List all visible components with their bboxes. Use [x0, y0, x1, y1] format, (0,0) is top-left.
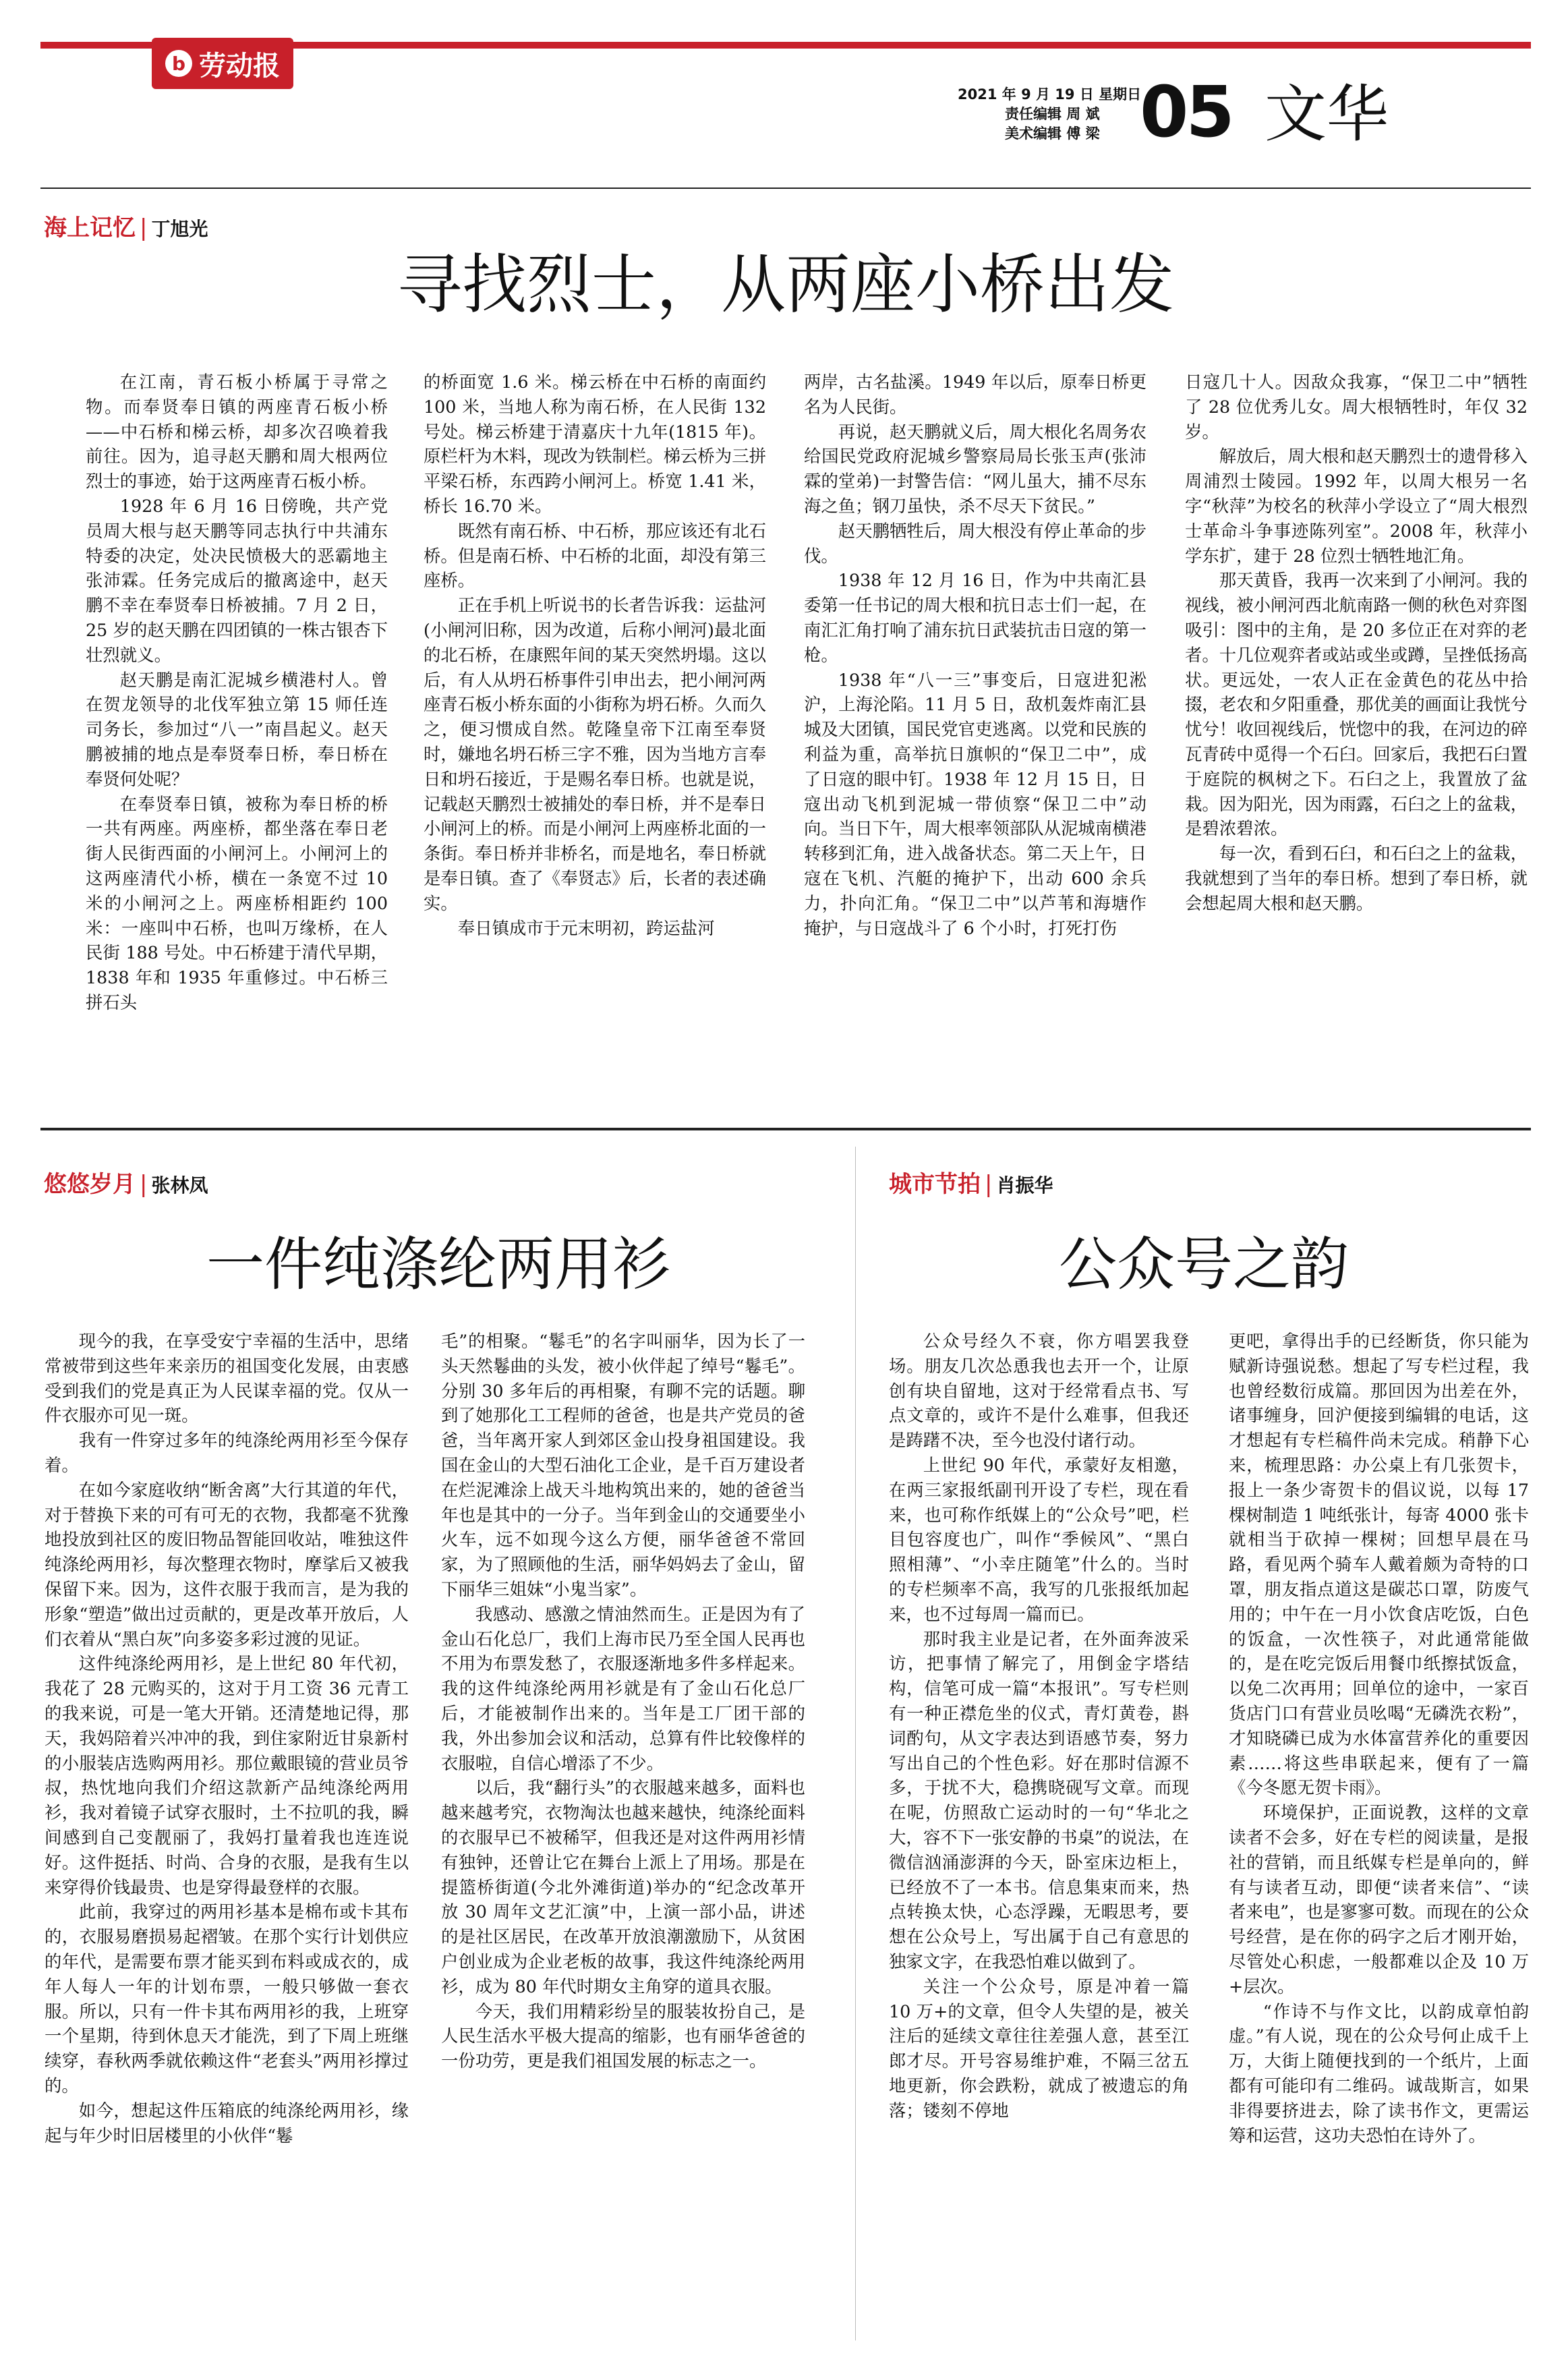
- article3-column-head: [889, 1171, 1053, 1199]
- article1-column-3: [804, 370, 1146, 940]
- column-separator: |: [140, 214, 148, 241]
- masthead-red-bar-right: [293, 42, 1531, 49]
- paragraph: 两岸，古名盐溪。1949 年以后，原奉日桥更名为人民街。: [804, 372, 1146, 417]
- page-number: 05: [1140, 71, 1232, 153]
- article2-column-2: [441, 1329, 805, 2073]
- paragraph: 再说，赵天鹏就义后，周大根化名周务农给国民党政府泥城乡警察局局长张玉声(张沛霖的堂弟)一封警告信：“网儿虽大，捕不尽东海之鱼；钢刀虽快，杀不尽天下贫民。”: [804, 421, 1146, 516]
- masthead-logo: [152, 38, 293, 89]
- logo-text: 劳动报: [199, 50, 280, 82]
- column-separator: |: [985, 1171, 993, 1198]
- top-rule: [40, 188, 1531, 189]
- article2-column-name: 悠悠岁月: [44, 1171, 136, 1198]
- column-rule: [855, 1147, 856, 2340]
- paragraph: 更吧，拿得出手的已经断货，你只能为赋新诗强说愁。想起了写专栏过程，我也曾经数衍成篇。那回因为出差在外，诸事缠身，回沪便接到编辑的电话，这才想起有专栏稿件尚未完成。稍静下心来，梳理思路：办公桌上有几张贺卡，报上一条少寄贺卡的倡议说，以每 17 棵树制造 1 吨纸张计，每寄 4000 张卡就相当于砍掉一棵树；回想早晨在马路，看见两个骑车人戴着颇为奇特的口罩，朋友指点道这是碳芯口罩，防废气用的；中午在一月小饮食店吃饭，白色的饭盒，一次性筷子，对此通常能做的，是在吃完饭后用餐巾纸擦拭饭盒，以免二次再用；回单位的途中，一家百货店门口有营业员吆喝“无磷洗衣粉”，才知晓磷已成为水体富营养化的重要因素……将这些串联起来，便有了一篇《今冬愿无贺卡雨》。: [1229, 1331, 1529, 1798]
- section-divider: [40, 1128, 1531, 1130]
- paragraph: 那时我主业是记者，在外面奔波采访，把事情了解完了，用倒金字塔结构，信笔可成一篇“本报讯”。写专栏则有一种正襟危坐的仪式，青灯黄卷，斟词酌句，从文字表达到语感节奏，努力写出自己的个性色彩。好在那时信源不多，于扰不大，稳携晓砚写文章。而现在呢，仿照敌亡运动时的一句“华北之大，容不下一张安静的书桌”的说法，在微信汹涌澎湃的今天，卧室床边柜上，已经放不了一本书。信息集束而来，热点转换太快，心态浮躁，无暇思考，要想在公众号上，写出属于自己有意思的独家文字，在我恐怕难以做到了。: [889, 1628, 1189, 1972]
- article2-column-1: [45, 1329, 409, 2148]
- masthead-date-block: [958, 85, 1141, 144]
- paragraph: 今天，我们用精彩纷呈的服装妆扮自己，是人民生活水平极大提高的缩影，也有丽华爸爸的一份功劳，更是我们祖国发展的标志之一。: [441, 2001, 805, 2071]
- masthead-red-bar-left: [40, 42, 155, 49]
- paragraph: 日寇几十人。因敌众我寡，“保卫二中”牺牲了 28 位优秀儿女。周大根牺牲时，年仅 32 岁。: [1185, 372, 1528, 442]
- paragraph: “作诗不与作文比，以韵成章怕韵虚。”有人说，现在的公众号何止成千上万，大街上随便找到的一个纸片，上面都有可能印有二维码。诚哉斯言，如果非得要挤进去，除了读书作文，更需运筹和运营，这功夫恐怕在诗外了。: [1229, 2001, 1529, 2146]
- logo-mark-icon: b: [165, 50, 192, 77]
- paragraph: 正在手机上听说书的长者告诉我：运盐河(小闸河旧称，因为改道，后称小闸河)最北面的北石桥，在康熙年间的某天突然坍塌。这以后，有人从坍石桥事件引申出去，把小闸河两座青石板小桥东面的小街称为坍石桥。久而久之，便习惯成自然。乾隆皇帝下江南至奉贤时，嫌地名坍石桥三字不雅，因为当地方言奉日和坍石接近，于是赐名奉日桥。也就是说，记载赵天鹏烈士被捕处的奉日桥，并不是奉日小闸河上的桥。而是小闸河上两座桥北面的一条街。奉日桥并非桥名，而是地名，奉日桥就是奉日镇。查了《奉贤志》后，长者的表述确实。: [424, 595, 766, 913]
- article3-column-1: [889, 1329, 1189, 2123]
- article2-column-head: [44, 1171, 208, 1199]
- paragraph: 奉日镇成市于元末明初，跨运盐河: [457, 917, 715, 938]
- paragraph: 1938 年 12 月 16 日，作为中共南汇县委第一任书记的周大根和抗日志士们一起，在南汇汇角打响了浦东抗日武装抗击日寇的第一枪。: [804, 570, 1146, 665]
- paragraph: 赵天鹏牺牲后，周大根没有停止革命的步伐。: [804, 520, 1146, 566]
- paragraph: 现今的我，在享受安宁幸福的生活中，思绪常被带到这些年来亲历的祖国变化发展，由衷感受到我们的党是真正为人民谋幸福的党。仅从一件衣服亦可见一斑。: [45, 1331, 409, 1426]
- paragraph: 1938 年“八一三”事变后，日寇进犯淞沪，上海沦陷。11 月 5 日，敌机轰炸南汇县城及大团镇，国民党官吏逃离。以党和民族的利益为重，高举抗日旗帜的“保卫二中”，成了日寇的眼中钉。1938 年 12 月 15 日，日寇出动飞机到泥城一带侦察“保卫二中”动向。当日下午，周大根率领部队从泥城南横港转移到汇角，进入战备状态。第二天上午，日寇在飞机、汽艇的掩护下，出动 600 余兵力，扑向汇角。“保卫二中”以芦苇和海塘作掩护，与日寇战斗了 6 个小时，打死打伤: [804, 669, 1146, 938]
- article3-column-2: [1229, 1329, 1529, 2148]
- paragraph: 这件纯涤纶两用衫，是上世纪 80 年代初，我花了 28 元购买的，这对于月工资 36 元青工的我来说，可是一笔大开销。还清楚地记得，那天，我妈陪着兴冲冲的我，到住家附近甘泉新村的小服装店选购两用衫。那位戴眼镜的营业员爷叔，热忱地向我们介绍这款新产品纯涤纶两用衫，我对着镜子试穿衣服时，土不拉叽的我，瞬间感到自己变靓丽了，我妈打量着我也连连说好。这件挺括、时尚、合身的衣服，是我有生以来穿得价钱最贵、也是穿得最登样的衣服。: [45, 1653, 409, 1897]
- paragraph: 我有一件穿过多年的纯涤纶两用衫至今保存着。: [45, 1430, 409, 1475]
- paragraph: 的桥面宽 1.6 米。梯云桥在中石桥的南面约 100 米，当地人称为南石桥，在人民街 132 号处。梯云桥建于清嘉庆十九年(1815 年)。原栏杆为木料，现改为铁制栏。梯云桥为三拼平梁石桥，东西跨小闸河上。桥宽 1.41 米，桥长 16.70 米。: [424, 372, 766, 516]
- column-separator: |: [140, 1171, 148, 1198]
- paragraph: 1928 年 6 月 16 日傍晚，共产党员周大根与赵天鹏等同志执行中共浦东特委的决定，处决民愤极大的恶霸地主张沛霖。任务完成后的撤离途中，赵天鹏不幸在奉贤奉日桥被捕。7 月 2 日，25 岁的赵天鹏在四团镇的一株古银杏下壮烈就义。: [86, 495, 388, 665]
- article2-title: 一件纯涤纶两用衫: [206, 1231, 670, 1298]
- article1-column-1: [86, 370, 388, 1015]
- article3-author: 肖振华: [996, 1174, 1053, 1197]
- paragraph: 在江南，青石板小桥属于寻常之物。而奉贤奉日镇的两座青石板小桥——中石桥和梯云桥，却多次召唤着我前往。因为，追寻赵天鹏和周大根两位烈士的事迹，始于这两座青石板小桥。: [86, 372, 388, 492]
- paragraph: 关注一个公众号，原是冲着一篇 10 万+的文章，但令人失望的是，被关注后的延续文章往往差强人意，甚至江郎才尽。开号容易维护难，不隔三岔五地更新，你会跌粉，就成了被遗忘的角落；镂刻不停地: [889, 1976, 1189, 2121]
- paragraph: 解放后，周大根和赵天鹏烈士的遗骨移入周浦烈士陵园。1992 年，以周大根另一名字“秋萍”为校名的秋萍小学设立了“周大根烈士革命斗争事迹陈列室”。2008 年，秋萍小学东扩，建于 28 位烈士牺牲地汇角。: [1185, 446, 1528, 566]
- article1-column-4: [1185, 370, 1528, 916]
- article3-column-name: 城市节拍: [889, 1171, 981, 1198]
- paragraph: 在如今家庭收纳“断舍离”大行其道的年代，对于替换下来的可有可无的衣物，我都毫不犹豫地投放到社区的废旧物品智能回收站，唯独这件纯涤纶两用衫，每次整理衣物时，摩挲后又被我保留下来。因为，这件衣服于我而言，是为我的形象“塑造”做出过贡献的，更是改革开放后，人们衣着从“黑白灰”向多姿多彩过渡的见证。: [45, 1479, 409, 1649]
- article3-title: 公众号之韵: [1059, 1231, 1349, 1298]
- article1-column-name: 海上记忆: [44, 214, 136, 241]
- paragraph: 在奉贤奉日镇，被称为奉日桥的桥一共有两座。两座桥，都坐落在奉日老街人民街西面的小闸河上。小闸河上的这两座清代小桥，横在一条宽不过 10 米的小闸河之上。两座桥相距约 100 米：一座叫中石桥，也叫万缘桥，在人民街 188 号处。中石桥建于清代早期，1838 年和 1935 年重修过。中石桥三拼石头: [86, 793, 388, 1012]
- paragraph: 以后，我“翻行头”的衣服越来越多，面料也越来越考究，衣物淘汰也越来越快，纯涤纶面料的衣服早已不被稀罕，但我还是对这件两用衫情有独钟，还曾让它在舞台上派上了用场。那是在提篮桥街道(今北外滩街道)举办的“纪念改革开放 30 周年文艺汇演”中，上演一部小品，讲述的是社区居民，在改革开放浪潮激励下，从贫困户创业成为企业老板的故事，我这件纯涤纶两用衫，成为 80 年代时期女主角穿的道具衣服。: [441, 1777, 805, 1996]
- responsible-editor: 责任编辑 周 斌: [1005, 106, 1100, 122]
- article1-author: 丁旭光: [151, 218, 208, 240]
- paragraph: 那天黄昏，我再一次来到了小闸河。我的视线，被小闸河西北航南路一侧的秋色对弈图吸引：图中的主角，是 20 多位正在对弈的老者。十几位观弈者或站或坐或蹲，呈挫低扬高状。更远处，一农人正在金黄色的花丛中拾掇，老农和夕阳重叠，那优美的画面让我恍兮忧兮！收回视线后，恍惚中的我，在河边的碎瓦青砖中觅得一个石臼。回家后，我把石臼置于庭院的枫树之下。石臼之上，我置放了盆栽。因为阳光，因为雨露，石臼之上的盆栽，是碧浓碧浓。: [1185, 570, 1528, 839]
- paragraph: 环境保护，正面说教，这样的文章读者不会多，好在专栏的阅读量，是报社的营销，而且纸媒专栏是单向的，鲜有与读者互动，即便“读者来信”、“读者来电”，也是寥寥可数。而现在的公众号经营，是在你的码字之后才刚开始，尽管处心积虑，一般都难以企及 10 万+层次。: [1229, 1802, 1529, 1996]
- article2-author: 张林凤: [151, 1174, 208, 1197]
- article1-column-2: [424, 370, 766, 940]
- art-editor: 美术编辑 傅 梁: [1005, 125, 1100, 142]
- article1-column-head: [44, 214, 208, 243]
- paragraph: 上世纪 90 年代，承蒙好友相邀，在两三家报纸副刊开设了专栏，现在看来，也可称作纸媒上的“公众号”吧，栏目包容度也广，叫作“季候风”、“黑白照相薄”、“小幸庄随笔”什么的。当时的专栏频率不高，我写的几张报纸加起来，也不过每周一篇而已。: [889, 1454, 1189, 1624]
- article1-title: 寻找烈士，从两座小桥出发: [397, 247, 1174, 322]
- paragraph: 此前，我穿过的两用衫基本是棉布或卡其布的，衣服易磨损易起褶皱。在那个实行计划供应的年代，是需要布票才能买到布料或成衣的，成年人每人一年的计划布票，一般只够做一套衣服。所以，只有一件卡其布两用衫的我，上班穿一个星期，待到休息天才能洗，到了下周上班继续穿，春秋两季就依赖这件“老套头”两用衫撑过的。: [45, 1901, 409, 2096]
- paragraph: 毛”的相聚。“鬈毛”的名字叫丽华，因为长了一头天然鬈曲的头发，被小伙伴起了绰号“鬈毛”。分别 30 多年后的再相聚，有聊不完的话题。聊到了她那化工工程师的爸爸，也是共产党员的爸爸，当年离开家人到郊区金山投身祖国建设。我国在金山的大型石油化工企业，是千百万建设者在烂泥滩涂上战天斗地构筑出来的，她的爸爸当年也是其中的一分子。当年到金山的交通要坐小火车，远不如现今这么方便，丽华爸爸不常回家，为了照顾他的生活，丽华妈妈去了金山，留下丽华三姐妹“小鬼当家”。: [441, 1331, 805, 1599]
- paragraph: 如今，想起这件压箱底的纯涤纶两用衫，缘起与年少时旧居楼里的小伙伴“鬈: [45, 2100, 409, 2146]
- paragraph: 公众号经久不衰，你方唱罢我登场。朋友几次怂恿我也去开一个，让原创有块自留地，这对于经常看点书、写点文章的，或许不是什么难事，但我还是踌躇不决，至今也没付诸行动。: [889, 1331, 1189, 1451]
- paragraph: 我感动、感激之情油然而生。正是因为有了金山石化总厂，我们上海市民乃至全国人民再也不用为布票发愁了，衣服逐渐地多件多样起来。我的这件纯涤纶两用衫就是有了金山石化总厂后，才能被制作出来的。当年是工厂团干部的我，外出参加会议和活动，总算有件比较像样的衣服啦，自信心增添了不少。: [441, 1603, 805, 1773]
- page-section-title: 文华: [1265, 78, 1389, 150]
- issue-date: 2021 年 9 月 19 日 星期日: [958, 86, 1142, 103]
- paragraph: 赵天鹏是南汇泥城乡横港村人。曾在贺龙领导的北伐军独立第 15 师任连司务长，参加过“八一”南昌起义。赵天鹏被捕的地点是奉贤奉日桥，奉日桥在奉贤何处呢？: [86, 669, 388, 789]
- paragraph: 每一次，看到石臼，和石臼之上的盆栽，我就想到了当年的奉日桥。想到了奉日桥，就会想起周大根和赵天鹏。: [1185, 843, 1528, 913]
- paragraph: 既然有南石桥、中石桥，那应该还有北石桥。但是南石桥、中石桥的北面，却没有第三座桥。: [424, 520, 766, 591]
